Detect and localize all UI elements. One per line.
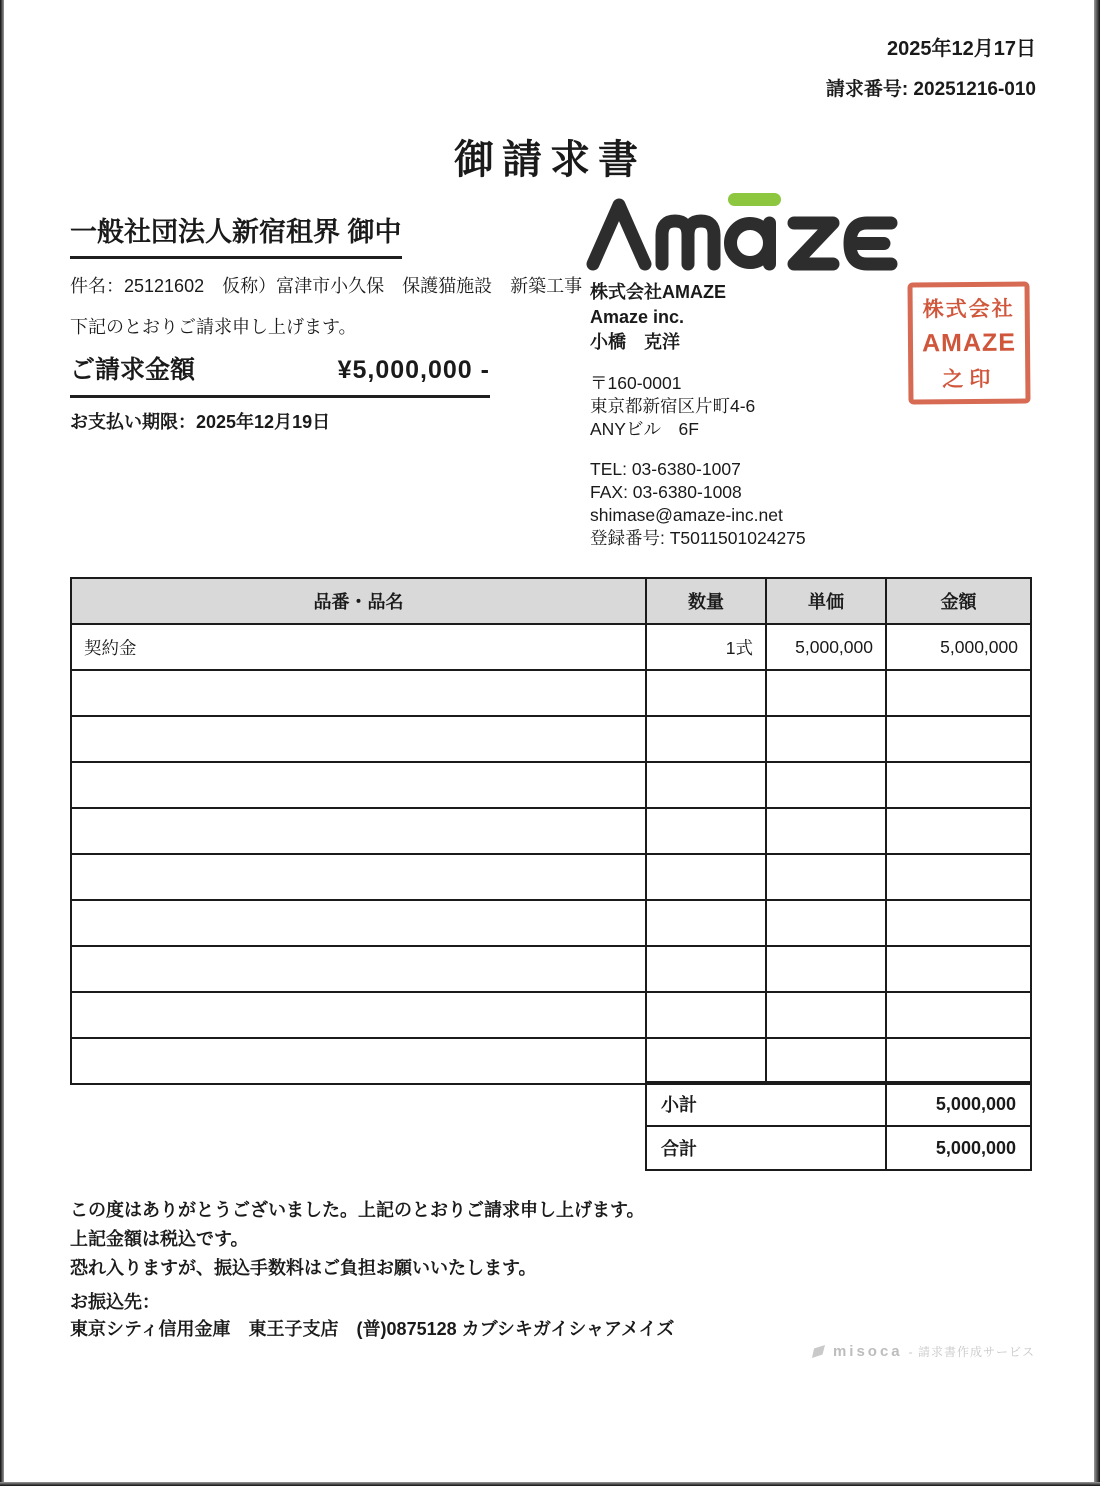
item-unit-price-cell (766, 900, 886, 946)
greeting-line: 下記のとおりご請求申し上げます。 (70, 317, 357, 337)
table-row (71, 992, 1031, 1038)
table-row (71, 1038, 1031, 1084)
total-label: 合計 (646, 1126, 886, 1170)
item-amount-cell: 5,000,000 (886, 624, 1031, 670)
item-name-cell (71, 670, 646, 716)
item-qty-cell (646, 946, 766, 992)
col-header-amount: 金額 (886, 578, 1031, 624)
item-amount-cell (886, 900, 1031, 946)
issuer-tel: TEL: 03-6380-1007 (590, 459, 741, 479)
item-amount-cell (886, 808, 1031, 854)
issuer-fax: FAX: 03-6380-1008 (590, 482, 742, 502)
payment-due-date: お支払い期限：2025年12月19日 (70, 412, 331, 432)
item-qty-cell (646, 762, 766, 808)
table-row (71, 762, 1031, 808)
item-unit-price-cell (766, 1038, 886, 1084)
subtotal-label: 小計 (646, 1082, 886, 1126)
page-title: 御請求書 (454, 138, 646, 182)
billing-amount-row (70, 350, 490, 398)
items-table-body (71, 624, 1031, 1084)
misoca-watermark-suffix: - 請求書作成サービス (908, 1345, 1035, 1359)
table-row (71, 670, 1031, 716)
item-qty-cell (646, 854, 766, 900)
subtotal-row (646, 1082, 1031, 1126)
note-line: 上記金額は税込です。 (70, 1229, 249, 1249)
item-qty-cell (646, 1038, 766, 1084)
company-seal-stamp (907, 281, 1030, 404)
item-qty-cell (646, 900, 766, 946)
item-name-cell (71, 946, 646, 992)
table-row (71, 946, 1031, 992)
item-name-cell: 契約金 (71, 624, 646, 670)
billing-amount-label: ご請求金額 (70, 356, 196, 384)
item-name-cell (71, 808, 646, 854)
totals-table (645, 1081, 1032, 1171)
item-amount-cell (886, 946, 1031, 992)
table-row (71, 900, 1031, 946)
item-amount-cell (886, 992, 1031, 1038)
issuer-address-2: ANYビル 6F (590, 419, 699, 439)
subtotal-value: 5,000,000 (886, 1082, 1031, 1126)
item-unit-price-cell (766, 762, 886, 808)
item-unit-price-cell (766, 854, 886, 900)
table-row (71, 808, 1031, 854)
col-header-unit-price: 単価 (766, 578, 886, 624)
issuer-company-jp: 株式会社AMAZE (590, 282, 726, 302)
item-qty-cell (646, 808, 766, 854)
col-header-item: 品番・品名 (71, 578, 646, 624)
item-unit-price-cell (766, 670, 886, 716)
item-name-cell (71, 992, 646, 1038)
item-name-cell (71, 854, 646, 900)
bank-transfer-label: お振込先： (70, 1292, 160, 1312)
recipient-name: 一般社団法人新宿租界 御中 (70, 210, 402, 259)
issuer-block (590, 192, 920, 550)
billing-amount-value: ¥5,000,000 - (337, 356, 490, 384)
issuer-company-en: Amaze inc. (590, 307, 685, 327)
issuer-representative: 小橋 克洋 (590, 332, 680, 352)
item-qty-cell: 1式 (646, 624, 766, 670)
stamp-line-1: 株式会社 (922, 297, 1015, 322)
item-qty-cell (646, 670, 766, 716)
misoca-watermark-name: misoca (832, 1343, 903, 1360)
item-name-cell (71, 762, 646, 808)
line-items-table (70, 577, 1032, 1085)
item-amount-cell (886, 670, 1031, 716)
table-row (71, 624, 1031, 670)
issuer-registration-number: 登録番号: T5011501024275 (590, 528, 806, 548)
item-qty-cell (646, 992, 766, 1038)
issue-date: 2025年12月17日 (887, 38, 1036, 60)
item-name-cell (71, 1038, 646, 1084)
table-header-row (71, 578, 1031, 624)
logo-macron-accent (728, 193, 781, 206)
amaze-logo (584, 192, 906, 272)
total-value: 5,000,000 (886, 1126, 1031, 1170)
stamp-line-3: 之印 (942, 367, 997, 392)
page-bottom-edge (0, 1482, 1100, 1486)
table-row (71, 854, 1031, 900)
issuer-address-1: 東京都新宿区片町4-6 (590, 396, 756, 416)
stamp-line-2: AMAZE (921, 328, 1017, 357)
invoice-number: 請求番号: 20251216-010 (825, 79, 1036, 100)
item-unit-price-cell (766, 716, 886, 762)
issuer-email: shimase@amaze-inc.net (590, 505, 783, 525)
misoca-icon (812, 1345, 827, 1358)
subject-line: 件名：25121602 仮称）富津市小久保 保護猫施設 新築工事 (70, 276, 583, 296)
note-line: 恐れ入りますが、振込手数料はご負担お願いいたします。 (70, 1258, 537, 1278)
total-row (646, 1126, 1031, 1170)
item-amount-cell (886, 716, 1031, 762)
page-right-edge (1094, 0, 1100, 1486)
item-name-cell (71, 900, 646, 946)
item-unit-price-cell (766, 992, 886, 1038)
note-line: この度はありがとうございました。上記のとおりご請求申し上げます。 (70, 1200, 645, 1220)
item-name-cell (71, 716, 646, 762)
item-amount-cell (886, 762, 1031, 808)
item-amount-cell (886, 1038, 1031, 1084)
item-qty-cell (646, 716, 766, 762)
page-left-edge (0, 0, 4, 1486)
col-header-qty: 数量 (646, 578, 766, 624)
bank-transfer-details: 東京シティ信用金庫 東王子支店 (普)0875128 カブシキガイシャアメイズ (70, 1319, 675, 1339)
misoca-watermark (812, 1343, 1035, 1360)
item-unit-price-cell (766, 808, 886, 854)
closing-notes (70, 1196, 645, 1283)
item-unit-price-cell (766, 946, 886, 992)
issuer-postal-code: 〒160-0001 (590, 373, 682, 393)
item-unit-price-cell: 5,000,000 (766, 624, 886, 670)
item-amount-cell (886, 854, 1031, 900)
table-row (71, 716, 1031, 762)
